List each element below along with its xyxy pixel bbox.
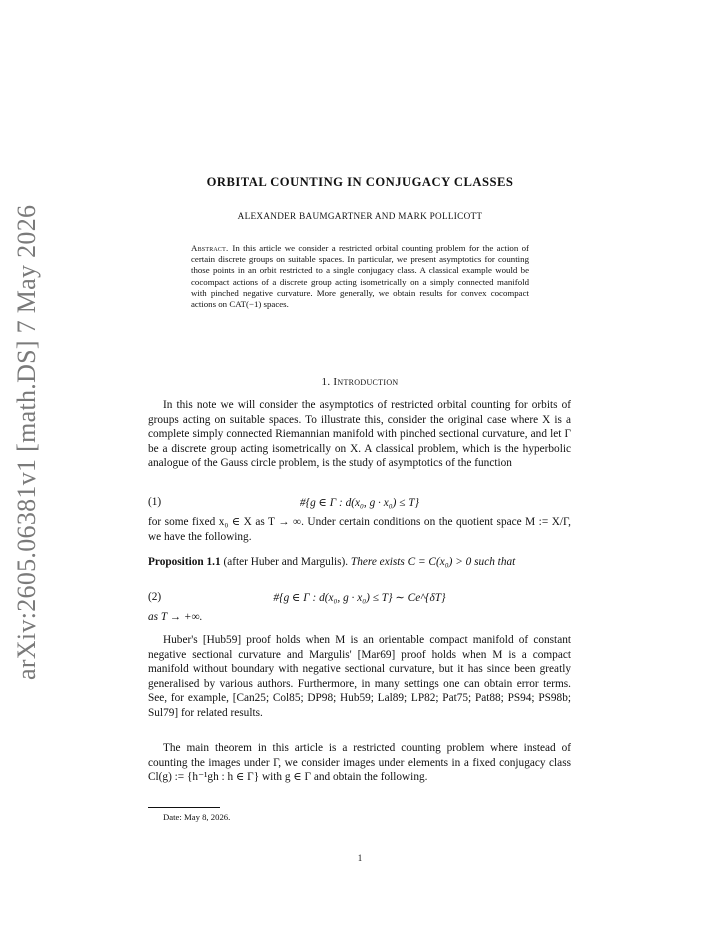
- equation-1: [148, 496, 571, 511]
- abstract-label: Abstract.: [191, 243, 229, 253]
- footnote-rule: [148, 807, 220, 808]
- abstract-text: In this article we consider a restricted orbital counting problem for the action of certain discrete groups on suitable spaces. In particular, we present asymptotics for counting those points in an orbit restricted to a single conjugacy class. A classical example would be cocompact actions of a discrete group acting isometrically on a simply connected manifold with pinched negative curvature. More generally, we obtain results for convex cocompact actions on CAT(−1) spaces.: [191, 243, 529, 310]
- paper-authors: ALEXANDER BAUMGARTNER AND MARK POLLICOTT: [237, 211, 483, 221]
- proposition-1-1: [148, 555, 571, 570]
- abstract: [191, 243, 529, 310]
- intro-paragraph-1-text: In this note we will consider the asymptotics of restricted orbital counting for orbits of groups acting on suitable spaces. To illustrate this, consider the original case where X is a complete simply connected Riemannian manifold with pinched sectional curvature, and let Γ be a discrete group acting isometrically on X. A classical problem, which is the hyperbolic analogue of the Gauss circle problem, is the study of asymptotics of the function: [148, 399, 571, 469]
- main-theorem-paragraph: [148, 741, 571, 785]
- huber-paragraph: [148, 633, 571, 720]
- equation-2: [148, 591, 571, 606]
- proposition-tail: [148, 610, 571, 625]
- proposition-label: Proposition 1.1: [148, 556, 221, 568]
- proposition-attribution: (after Huber and Margulis).: [223, 556, 349, 568]
- proposition-tail-text: as T → +∞.: [148, 611, 203, 623]
- equation-2-body: #{g ∈ Γ : d(x₀, g · x₀) ≤ T} ∼ Ce^{δT}: [273, 592, 446, 604]
- section-heading-introduction: 1. Introduction: [321, 376, 399, 388]
- equation-2-number: (2): [148, 591, 162, 603]
- paper-title: ORBITAL COUNTING IN CONJUGACY CLASSES: [206, 175, 514, 189]
- main-theorem-paragraph-text: The main theorem in this article is a restricted counting problem where instead of counting the images under Γ, we consider images under elements in a fixed conjugacy class Cl(g) := {h⁻¹gh : h ∈ Γ} with g ∈ Γ and obtain the following.: [148, 742, 571, 783]
- intro-after-equation-1-text: for some fixed x₀ ∈ X as T → ∞. Under certain conditions on the quotient space M := X/Γ, we have the following.: [148, 516, 571, 543]
- intro-paragraph-1: [148, 398, 571, 471]
- arxiv-identifier-stamp: arXiv:2605.06381v1 [math.DS] 7 May 2026: [12, 204, 41, 680]
- equation-1-number: (1): [148, 496, 162, 508]
- footnote-date: Date: May 8, 2026.: [163, 812, 231, 822]
- equation-1-body: #{g ∈ Γ : d(x₀, g · x₀) ≤ T}: [299, 497, 420, 509]
- proposition-statement: There exists C = C(x₀) > 0 such that: [350, 556, 516, 568]
- huber-paragraph-text: Huber's [Hub59] proof holds when M is an orientable compact manifold of constant negative sectional curvature and Margulis' [Mar69] proof holds when M is a compact manifold without boundary with negative sectional curvature, but it has since been greatly generalised by various authors. Furthermore, in many settings one can obtain error terms. See, for example, [Can25; Col85; DP98; Hub59; Lal89; LP82; Pat75; Pat88; PS94; PS98b; Sul79] for related results.: [148, 634, 571, 719]
- page-number: 1: [357, 853, 363, 863]
- intro-after-equation-1: [148, 515, 571, 544]
